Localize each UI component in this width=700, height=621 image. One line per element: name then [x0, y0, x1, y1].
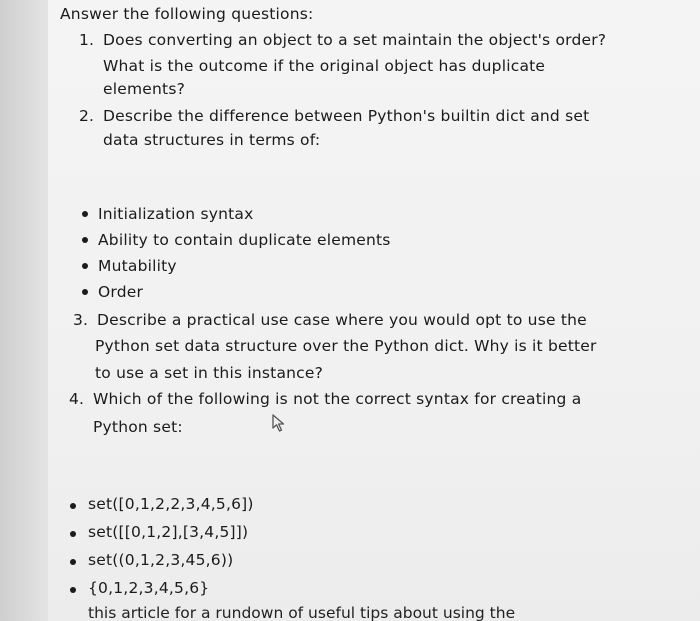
q2-bullet-1: Initialization syntax	[98, 205, 254, 223]
page-left-edge	[0, 0, 48, 621]
q4-option-2: set([[0,1,2],[3,4,5]])	[88, 523, 249, 541]
q1-number: 1.	[79, 31, 95, 49]
bullet-dot	[82, 237, 88, 243]
q3-line-3: to use a set in this instance?	[95, 364, 324, 382]
q3-line-2: Python set data structure over the Python dict. Why is it better	[95, 337, 597, 355]
bullet-dot	[82, 211, 88, 217]
q2-line-1: Describe the difference between Python's builtin dict and set	[103, 107, 590, 125]
q1-line-3: elements?	[103, 80, 186, 98]
bullet-dot	[70, 587, 76, 593]
q4-line-1: Which of the following is not the correct syntax for creating a	[93, 390, 582, 408]
bullet-dot	[82, 289, 88, 295]
mouse-pointer-icon	[272, 414, 288, 434]
q4-option-1: set([0,1,2,2,3,4,5,6])	[88, 495, 254, 513]
q3-line-1: Describe a practical use case where you would opt to use the	[97, 311, 587, 329]
cut-off-text: this article for a rundown of useful tips about using the	[88, 604, 516, 621]
bullet-dot	[70, 531, 76, 537]
q1-line-2: What is the outcome if the original object has duplicate	[103, 57, 546, 75]
q4-number: 4.	[69, 390, 85, 408]
q2-number: 2.	[79, 107, 95, 125]
q4-line-2: Python set:	[93, 418, 183, 436]
q1-line-1: Does converting an object to a set maintain the object's order?	[103, 31, 607, 49]
q2-bullet-2: Ability to contain duplicate elements	[98, 231, 391, 249]
q3-number: 3.	[73, 311, 89, 329]
document-page	[48, 0, 700, 621]
q4-option-4: {0,1,2,3,4,5,6}	[88, 579, 210, 597]
cut-off-text-line	[48, 604, 700, 621]
q4-option-3: set((0,1,2,3,45,6))	[88, 551, 234, 569]
q2-bullet-4: Order	[98, 283, 144, 301]
bullet-dot	[82, 263, 88, 269]
q2-line-2: data structures in terms of:	[103, 131, 321, 149]
q2-bullet-3: Mutability	[98, 257, 177, 275]
intro-heading: Answer the following questions:	[60, 5, 314, 23]
bullet-dot	[70, 503, 76, 509]
bullet-dot	[70, 559, 76, 565]
